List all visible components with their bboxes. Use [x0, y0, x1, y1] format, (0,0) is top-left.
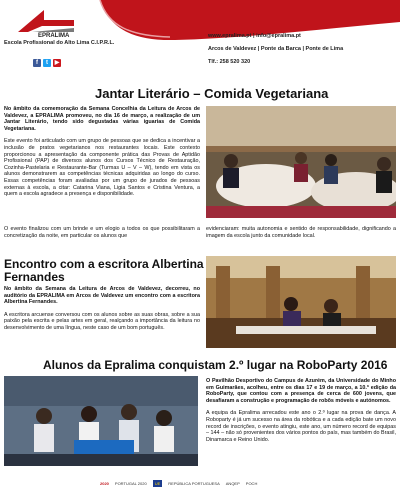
- footer-logo-republica: REPÚBLICA PORTUGUESA: [168, 481, 220, 486]
- article3-lead: O Pavilhão Desportivo do Campus de Azurém, da Universidade do Minho em Guimarães, acolheu, entre os dias 17 e 19 de março, a 10.ª edição da RoboParty, que contou com a presença de cerca de 600 jovens, que desafiaram a construção e programação de robôs móveis e autónomos.: [206, 378, 396, 404]
- social-links: [33, 59, 61, 67]
- footer-logo-eu: UE: [154, 481, 161, 486]
- funding-logos: [100, 480, 257, 487]
- footer-logo-poch: POCH: [245, 481, 258, 486]
- article2-body: [4, 286, 200, 332]
- article2-title: Encontro com a escritora Albertina Fernandes: [4, 257, 204, 284]
- facebook-icon[interactable]: f: [33, 59, 41, 67]
- article3-title: Alunos da Epralima conquistam 2.º lugar na RoboParty 2016: [43, 358, 388, 372]
- roboparty-team-photo: [4, 376, 198, 466]
- author-meeting-photo: [206, 256, 396, 348]
- article2-paragraph: A escritora arcuense conversou com os alunos sobre as suas obras, sobre a sua paixão pela escrita e pelas artes em geral, realçando a importância da leitura no desenvolvimento de uma língua, neste caso de um bom português.: [4, 311, 200, 331]
- article1-closing-right: evidenciaram: muita autonomia e sentido de responsabilidade, dignificando a imagem da escola junto da comunidade local.: [206, 226, 396, 239]
- contact-block: [208, 30, 343, 69]
- school-name: Escola Profissional do Alto Lima C.I.P.R.L.: [4, 40, 115, 46]
- article3-paragraph: A equipa da Epralima arrecadou este ano o 2.º lugar na prova de dança. A Roboparty é já um sucesso na área da robótica e a cada edição bate um novo record de inscrições, o evento atingiu, este ano, um número record de equipas – 144 – não só provenientes dos vários pontos do país, mas também do Brasil, Dinamarca e Reino Unido.: [206, 410, 396, 443]
- article1-title: Jantar Literário – Comida Vegetariana: [95, 86, 329, 101]
- article2-lead: No âmbito da Semana da Leitura de Arcos de Valdevez, decorreu, no auditório da EPRALIMA em Arcos de Valdevez um encontro com a escritora Albertina Fernandes.: [4, 286, 200, 306]
- twitter-icon[interactable]: t: [43, 59, 51, 67]
- youtube-icon[interactable]: ▶: [54, 60, 60, 66]
- vegetarian-dinner-photo: [206, 106, 396, 218]
- footer-logo-anqep: ANQEP: [225, 481, 240, 486]
- article1-paragraph: Este evento foi articulado com um grupo de pessoas que se dedica a incentivar a inclusão de pratos vegetarianos nos restaurantes locais. Este contexto proporcionou a apresentação da componente prática das Provas de Aptidão Profissional (PAP) de diversos alunos dos Cursos Técnico de Restauração, Cozinha-Pastelaria e Restaurante-Bar (Turmas U – V – W), tendo em vista os alunos demonstrarem as competências técnicas adquiridas ao longo do curso. Essas competências foram avaliadas por um grupo de jurados de pessoas externas à escola, a citar: Catarina Viana, Ligia Santos e Cristina Ventura, a quem a escola agradece a presença e disponibilidade.: [4, 138, 200, 198]
- svg-text:EPRALIMA: EPRALIMA: [38, 33, 70, 38]
- footer-logo-portugal2020: PORTUGAL 2020: [114, 481, 147, 486]
- page-header: [0, 0, 400, 80]
- article1-closing-left: O evento finalizou com um brinde e um elogio a todos os que possibilitaram a concretização da noite, em particular os alunos que: [4, 226, 200, 239]
- footer-logo-2020: 2020: [100, 481, 109, 486]
- article3-body: [206, 378, 396, 443]
- article1-lead: No âmbito da comemoração da Semana Concelhia da Leitura de Arcos de Valdevez, a EPRALIMA promoveu, no dia 16 de março, a realização de um Jantar Literário, tendo sido degustadas várias iguarias de Comida Vegetariana.: [4, 106, 200, 132]
- phone: Tlf.: 258 520 320: [208, 59, 251, 65]
- article1-body-left: [4, 106, 200, 198]
- locations: Arcos de Valdevez | Ponte da Barca | Ponte de Lima: [208, 46, 344, 52]
- website-email[interactable]: www.epralima.pt | info@epralima.pt: [208, 33, 301, 39]
- epralima-logo: [14, 6, 84, 38]
